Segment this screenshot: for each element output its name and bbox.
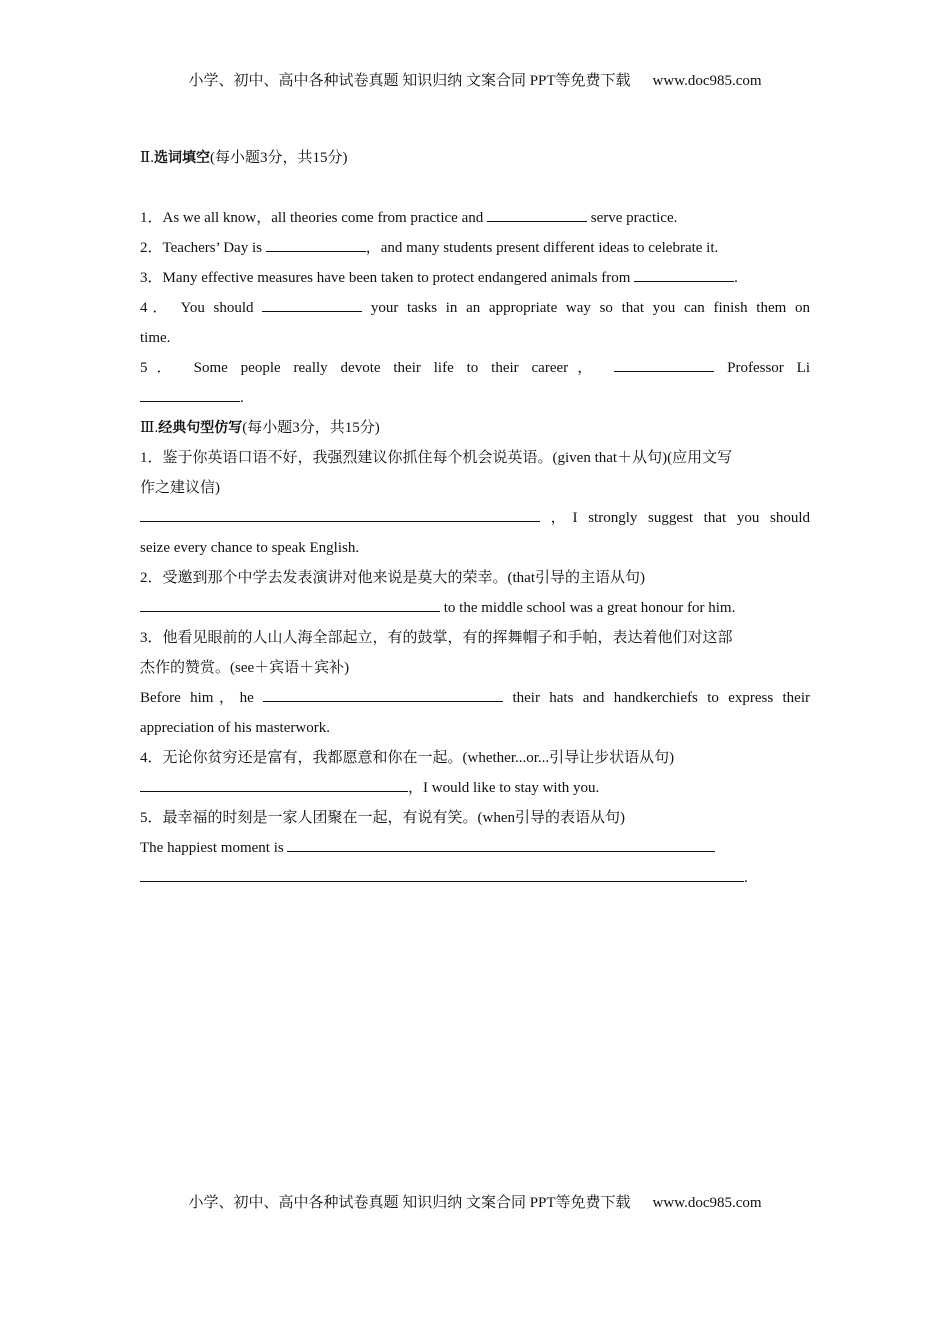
s3-item-3-answer-cont	[140, 713, 810, 743]
item-text: ，I would like to stay with you.	[408, 780, 600, 796]
header-text: 小学、初中、高中各种试卷真题 知识归纳 文案合同 PPT等免费下载	[188, 73, 631, 89]
footer-site: www.doc985.com	[652, 1195, 762, 1211]
item-prompt: 无论你贫穷还是富有，我都愿意和你在一起。(whether...or...引导让步状语从句)	[162, 750, 675, 766]
item-text: to the middle school was a great honour for him.	[440, 600, 736, 616]
answer-blank[interactable]	[140, 777, 408, 792]
s3-item-5-prompt	[140, 803, 810, 833]
item-text: time.	[140, 330, 171, 346]
item-text: .	[744, 870, 748, 886]
s2-item-4	[140, 293, 810, 323]
item-text: their hats and handkerchiefs to express their	[503, 690, 810, 706]
s2-item-1	[140, 203, 810, 233]
section-2-title: 选词填空	[153, 150, 210, 166]
item-text: ，and many students present different ideas to celebrate it.	[365, 240, 719, 256]
section-2-heading	[140, 143, 810, 173]
page-footer	[0, 1191, 950, 1212]
section-2-score: (每小题3分，共15分)	[209, 150, 348, 166]
section-2-roman: Ⅱ.	[140, 150, 154, 166]
item-prompt: 他看见眼前的人山人海全部起立，有的鼓掌，有的挥舞帽子和手帕，表达着他们对这部	[162, 630, 733, 646]
answer-blank[interactable]	[140, 387, 240, 402]
item-prompt: 杰作的赞赏。(see＋宾语＋宾补)	[140, 660, 350, 676]
s3-item-2-answer	[140, 593, 810, 623]
s3-item-3-answer	[140, 683, 810, 713]
item-number: 5．	[140, 360, 181, 376]
item-text: your tasks in an appropriate way so that you can finish them on	[362, 300, 810, 316]
section-3-roman: Ⅲ.	[140, 420, 159, 436]
s3-item-5-answer	[140, 833, 810, 863]
item-number: 2．	[140, 240, 163, 256]
item-number: 2．	[140, 570, 163, 586]
s2-item-4-cont	[140, 323, 810, 353]
answer-blank[interactable]	[287, 837, 715, 852]
item-prompt: 最幸福的时刻是一家人团聚在一起，有说有笑。(when引导的表语从句)	[162, 810, 625, 826]
s2-item-3	[140, 263, 810, 293]
answer-blank[interactable]	[487, 207, 587, 222]
answer-blank[interactable]	[140, 867, 744, 882]
answer-blank[interactable]	[262, 297, 362, 312]
s2-item-5	[140, 353, 810, 383]
footer-text: 小学、初中、高中各种试卷真题 知识归纳 文案合同 PPT等免费下载	[188, 1195, 631, 1211]
header-site: www.doc985.com	[652, 73, 762, 89]
item-text: As we all know，all theories come from practice and	[162, 210, 487, 226]
item-text: Teachers’ Day is	[162, 240, 266, 256]
answer-blank[interactable]	[266, 237, 366, 252]
item-number: 4．	[140, 750, 163, 766]
item-number: 1．	[140, 210, 163, 226]
item-text: Professor Li	[727, 360, 811, 376]
item-prompt: 鉴于你英语口语不好，我强烈建议你抓住每个机会说英语。(given that＋从句)(应用文写	[162, 450, 733, 466]
item-number: 5．	[140, 810, 163, 826]
s3-item-5-answer-cont	[140, 863, 810, 893]
answer-blank[interactable]	[263, 687, 503, 702]
s3-item-4-answer	[140, 773, 810, 803]
item-prompt: 作之建议信)	[140, 480, 220, 496]
s3-item-2-prompt	[140, 563, 810, 593]
item-text: appreciation of his masterwork.	[140, 720, 330, 736]
s3-item-1-answer	[140, 503, 810, 533]
s2-item-5-cont	[140, 383, 810, 413]
item-number: 4．	[140, 300, 173, 316]
item-text: You should	[180, 300, 263, 316]
answer-blank[interactable]	[140, 507, 540, 522]
s3-item-3-prompt-cont	[140, 653, 810, 683]
section-3-score: (每小题3分，共15分)	[242, 420, 380, 436]
item-text: .	[734, 270, 738, 286]
item-text: seize every chance to speak English.	[140, 540, 360, 556]
page-header	[0, 69, 950, 90]
item-text: .	[240, 390, 244, 406]
item-text: Many effective measures have been taken to protect endangered animals from	[162, 270, 635, 286]
item-text: serve practice.	[587, 210, 678, 226]
item-prompt: 受邀到那个中学去发表演讲对他来说是莫大的荣幸。(that引导的主语从句)	[162, 570, 646, 586]
item-number: 1．	[140, 450, 163, 466]
item-text: Before him，he	[140, 690, 264, 706]
item-number: 3．	[140, 630, 163, 646]
section-3-heading	[140, 413, 810, 443]
item-text: The happiest moment is	[140, 840, 288, 856]
item-number: 3．	[140, 270, 163, 286]
answer-blank[interactable]	[634, 267, 734, 282]
item-text: ，I strongly suggest that you should	[550, 510, 810, 526]
s3-item-1-prompt	[140, 443, 810, 473]
s3-item-3-prompt	[140, 623, 810, 653]
document-body	[140, 143, 810, 893]
s3-item-1-answer-cont	[140, 533, 810, 563]
s2-item-2	[140, 233, 810, 263]
section-3-title: 经典句型仿写	[158, 420, 243, 436]
answer-blank[interactable]	[140, 597, 440, 612]
s3-item-1-prompt-cont	[140, 473, 810, 503]
item-text: Some people really devote their life to their career，	[193, 360, 602, 376]
answer-blank[interactable]	[614, 357, 714, 372]
s3-item-4-prompt	[140, 743, 810, 773]
